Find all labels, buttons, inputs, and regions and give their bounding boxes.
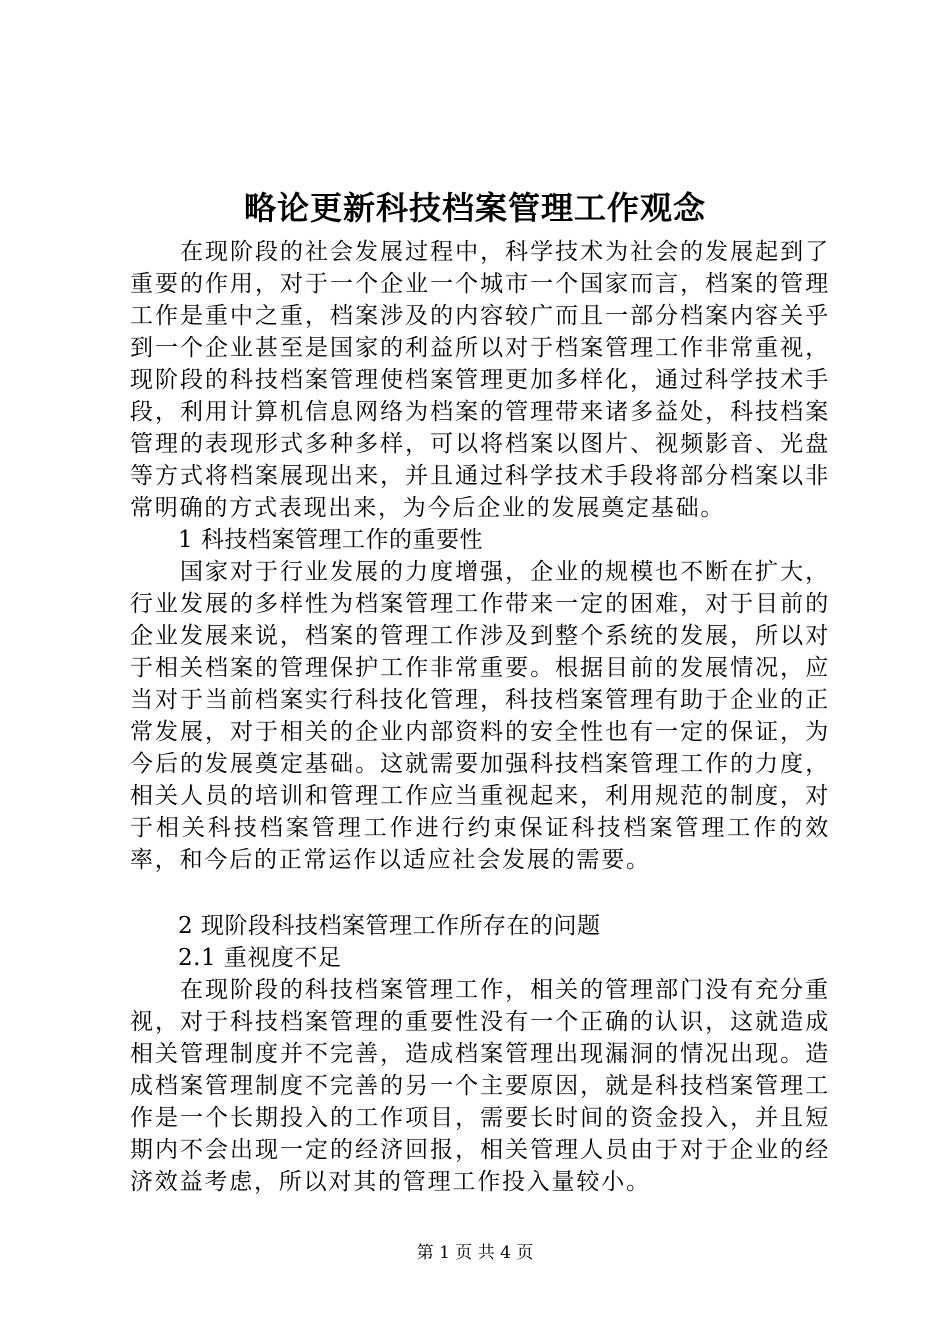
intro-paragraph: 在现阶段的社会发展过程中，科学技术为社会的发展起到了重要的作用，对于一个企业一个城市一个国家而言，档案的管理工作是重中之重，档案涉及的内容较广而且一部分档案内容关乎到一个企业甚至是国家的利益所以对于档案管理工作非常重视，现阶段的科技档案管理使档案管理更加多样化，通过科学技术手段，利用计算机信息网络为档案的管理带来诸多益处，科技档案管理的表现形式多种多样，可以将档案以图片、视频影音、光盘等方式将档案展现出来，并且通过科学技术手段将部分档案以非常明确的方式表现出来，为今后企业的发展奠定基础。	[130, 239, 830, 521]
paragraph-spacer	[130, 876, 830, 910]
section-heading-2-1: 2.1 重视度不足	[178, 945, 342, 971]
section-2-1-paragraph: 在现阶段的科技档案管理工作，相关的管理部门没有充分重视，对于科技档案管理的重要性没有一个正确的认识，这就造成相关管理制度并不完善，造成档案管理出现漏洞的情况出现。造成档案管理制度不完善的另一个主要原因，就是科技档案管理工作是一个长期投入的工作项目，需要长时间的资金投入，并且短期内不会出现一定的经济回报，相关管理人员由于对于企业的经济效益考虑，所以对其的管理工作投入量较小。	[130, 977, 830, 1195]
section-heading-1: 1 科技档案管理工作的重要性	[178, 527, 483, 553]
document-body	[130, 236, 830, 1198]
section-1-paragraph: 国家对于行业发展的力度增强，企业的规模也不断在扩大，行业发展的多样性为档案管理工作带来一定的困难，对于目前的企业发展来说，档案的管理工作涉及到整个系统的发展，所以对于相关档案的管理保护工作非常重要。根据目前的发展情况，应当对于当前档案实行科技化管理，科技档案管理有助于企业的正常发展，对于相关的企业内部资料的安全性也有一定的保证，为今后的发展奠定基础。这就需要加强科技档案管理工作的力度，相关人员的培训和管理工作应当重视起来，利用规范的制度，对于相关科技档案管理工作进行约束保证科技档案管理工作的效率，和今后的正常运作以适应社会发展的需要。	[130, 559, 830, 873]
document-title: 略论更新科技档案管理工作观念	[243, 189, 706, 227]
section-heading-2: 2 现阶段科技档案管理工作所存在的问题	[178, 913, 601, 939]
page-footer: 第 1 页 共 4 页	[416, 1243, 534, 1263]
